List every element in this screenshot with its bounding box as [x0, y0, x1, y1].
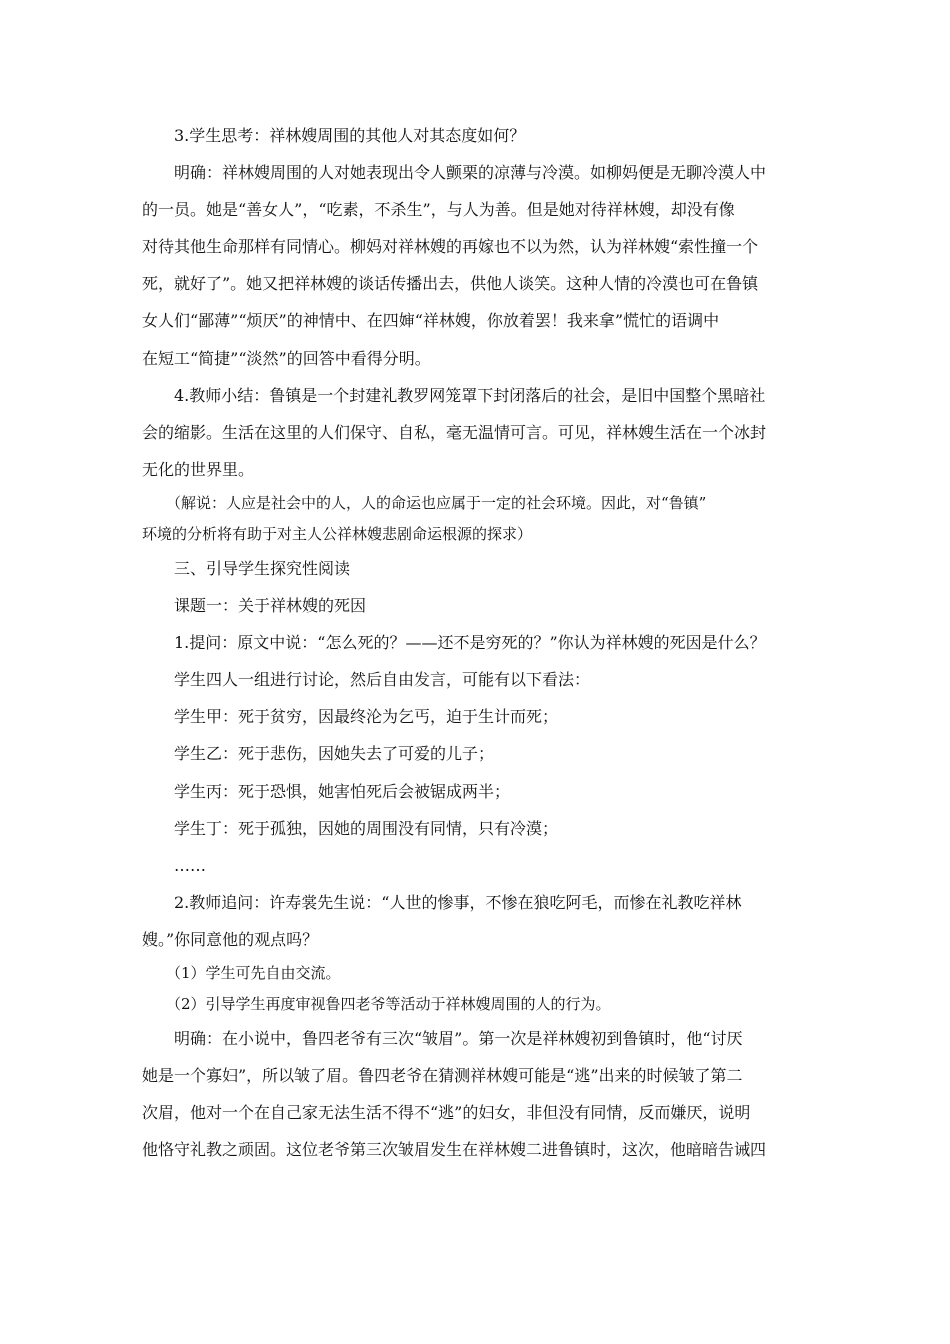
text-line: 会的缩影。生活在这里的人们保守、自私，毫无温情可言。可见，祥林嫂生活在一个冰封	[142, 422, 767, 442]
text-line: 4.教师小结：鲁镇是一个封建礼教罗网笼罩下封闭落后的社会，是旧中国整个黑暗社	[174, 385, 766, 405]
text-line: 无化的世界里。	[142, 459, 255, 479]
text-line: （2）引导学生再度审视鲁四老爷等活动于祥林嫂周围的人的行为。	[166, 994, 611, 1013]
text-line: 死，就好了”。她又把祥林嫂的谈话传播出去，供他人谈笑。这种人情的冷漠也可在鲁镇	[142, 274, 759, 294]
text-line: 学生乙：死于悲伤，因她失去了可爱的儿子；	[174, 744, 495, 764]
document-body	[142, 117, 810, 1168]
text-line: 次眉，他对一个在自己家无法生活不得不“逃”的妇女，非但没有同情，反而嫌厌，说明	[142, 1103, 751, 1123]
text-line: ……	[174, 855, 206, 875]
text-line: 学生丁：死于孤独，因她的周围没有同情，只有冷漠；	[174, 818, 559, 838]
text-line: 学生丙：死于恐惧，她害怕死后会被锯成两半；	[174, 781, 511, 801]
text-line: （解说：人应是社会中的人，人的命运也应属于一定的社会环境。因此，对“鲁镇”	[166, 493, 707, 512]
text-line: 女人们“鄙薄”“烦厌”的神情中、在四婶“祥林嫂，你放着罢！我来拿”慌忙的语调中	[142, 311, 720, 331]
text-line: 他恪守礼教之顽固。这位老爷第三次皱眉发生在祥林嫂二进鲁镇时，这次，他暗暗告诫四	[142, 1140, 767, 1160]
text-line: 2.教师追问：许寿裳先生说：“人世的惨事，不惨在狼吃阿毛，而惨在礼教吃祥林	[174, 892, 742, 912]
text-line: 明确：祥林嫂周围的人对她表现出令人颤栗的凉薄与冷漠。如柳妈便是无聊冷漠人中	[174, 163, 767, 183]
text-line: 对待其他生命那样有同情心。柳妈对祥林嫂的再嫁也不以为然，认为祥林嫂“索性撞一个	[142, 237, 759, 257]
text-line: 3.学生思考：祥林嫂周围的其他人对其态度如何？	[174, 126, 526, 145]
text-line: 的一员。她是“善女人”，“吃素，不杀生”，与人为善。但是她对待祥林嫂，却没有像	[142, 200, 735, 220]
text-line: 三、引导学生探究性阅读	[174, 558, 351, 578]
text-line: （1）学生可先自由交流。	[166, 963, 341, 982]
text-line: 1.提问：原文中说：“怎么死的？——还不是穷死的？”你认为祥林嫂的死因是什么？	[174, 633, 766, 653]
text-line: 在短工“简捷”“淡然”的回答中看得分明。	[142, 348, 431, 368]
text-line: 学生四人一组进行讨论，然后自由发言，可能有以下看法：	[174, 670, 591, 690]
text-line: 课题一：关于祥林嫂的死因	[174, 596, 367, 616]
text-line: 明确：在小说中，鲁四老爷有三次“皱眉”。第一次是祥林嫂初到鲁镇时，他“讨厌	[174, 1028, 743, 1048]
text-line: 她是一个寡妇”，所以皱了眉。鲁四老爷在猜测祥林嫂可能是“逃”出来的时候皱了第二	[142, 1066, 743, 1086]
text-line: 环境的分析将有助于对主人公祥林嫂悲剧命运根源的探求）	[142, 524, 533, 543]
text-line: 学生甲：死于贫穷，因最终沦为乞丐，迫于生计而死；	[174, 707, 559, 727]
text-line: 嫂。”你同意他的观点吗？	[142, 929, 319, 949]
